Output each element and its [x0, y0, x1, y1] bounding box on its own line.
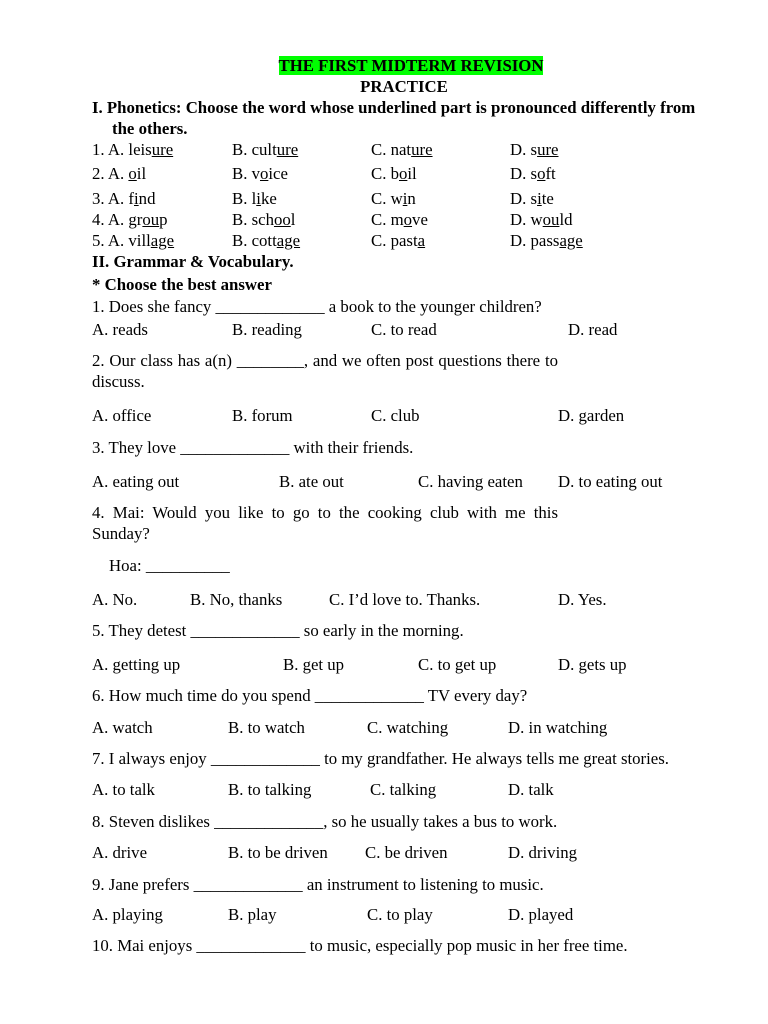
question-2 — [92, 350, 558, 392]
row-number: 1. — [92, 140, 105, 159]
question-text: Steven dislikes _____________, so he usually takes a bus to work. — [108, 812, 558, 831]
option-text: playing — [112, 905, 163, 924]
question-text: Mai: Would you like to go to the cooking club with me this Sunday? — [92, 503, 558, 543]
option-text: forum — [251, 406, 293, 425]
phonetics-option-d — [510, 209, 573, 230]
phonetics-option-b — [232, 188, 277, 209]
option-label: B. — [283, 655, 299, 674]
option-label: A. — [107, 164, 125, 183]
answer-option-a — [92, 589, 137, 610]
question-number: 7. — [92, 749, 105, 768]
word-start: s — [530, 164, 538, 183]
option-text: be driven — [384, 843, 448, 862]
answer-option-b — [232, 405, 293, 426]
answer-options-9 — [0, 904, 768, 925]
phonetics-option-c — [371, 163, 417, 184]
option-text: club — [390, 406, 420, 425]
option-label: B. — [228, 718, 244, 737]
question-number: 1. — [92, 297, 105, 316]
question-6 — [92, 685, 527, 706]
underlined-part: i — [402, 189, 408, 208]
word-start: cott — [251, 231, 277, 250]
option-text: garden — [578, 406, 625, 425]
phonetics-option-a — [92, 209, 168, 230]
option-label: A. — [107, 189, 125, 208]
option-label: D. — [508, 780, 525, 799]
answer-options-2 — [0, 405, 768, 426]
option-label: A. — [92, 472, 109, 491]
option-text: eating out — [112, 472, 180, 491]
option-text: reading — [251, 320, 302, 339]
phonetics-row-1 — [0, 139, 768, 160]
question-number: 6. — [92, 686, 105, 705]
word-start: vill — [128, 231, 151, 250]
answer-option-a — [92, 654, 180, 675]
word-start: b — [390, 164, 399, 183]
phonetics-option-a — [92, 163, 146, 184]
option-text: getting up — [112, 655, 181, 674]
answer-option-a — [92, 471, 179, 492]
option-label: C. — [371, 189, 387, 208]
option-label: A. — [92, 655, 109, 674]
phonetics-option-c — [371, 188, 416, 209]
option-text: watching — [386, 718, 449, 737]
phonetics-option-d — [510, 230, 583, 251]
underlined-part: o — [128, 164, 137, 183]
option-label: D. — [508, 843, 525, 862]
question-number: 10. — [92, 936, 113, 955]
option-label: B. — [232, 164, 248, 183]
word-end: il — [407, 164, 417, 183]
option-text: No. — [112, 590, 138, 609]
answer-option-c — [329, 589, 480, 610]
question-text: I always enjoy _____________ to my grandfather. He always tells me great stories. — [108, 749, 669, 768]
answer-option-b — [232, 319, 302, 340]
phonetics-row-4 — [0, 209, 768, 230]
question-text: They love _____________ with their friends. — [108, 438, 414, 457]
answer-option-d — [508, 779, 554, 800]
option-label: A. — [92, 320, 109, 339]
option-label: C. — [371, 406, 387, 425]
phonetics-option-d — [510, 163, 556, 184]
answer-option-c — [418, 471, 523, 492]
question-7 — [92, 748, 669, 769]
word-end: p — [159, 210, 168, 229]
answer-option-c — [367, 717, 448, 738]
answer-option-a — [92, 405, 151, 426]
phonetics-option-c — [371, 139, 433, 160]
answer-option-c — [365, 842, 448, 863]
option-label: C. — [367, 718, 383, 737]
phonetics-heading: I. Phonetics: Choose the word whose underlined part is pronounced differently from the others. — [92, 98, 696, 138]
word-end: l — [290, 210, 296, 229]
word-start: nat — [390, 140, 412, 159]
underlined-part: o — [398, 164, 408, 183]
option-label: D. — [558, 472, 575, 491]
option-label: A. — [92, 780, 109, 799]
question-number: 8. — [92, 812, 105, 831]
option-label: C. — [371, 231, 387, 250]
answer-option-d — [558, 405, 624, 426]
option-text: played — [528, 905, 574, 924]
question-3 — [92, 437, 413, 458]
option-text: ate out — [298, 472, 344, 491]
option-label: B. — [232, 320, 248, 339]
word-start: s — [530, 140, 538, 159]
word-start: w — [390, 189, 403, 208]
option-label: C. — [371, 164, 387, 183]
option-text: to read — [390, 320, 437, 339]
phonetics-option-b — [232, 209, 295, 230]
option-label: B. — [232, 406, 248, 425]
option-text: to be driven — [247, 843, 328, 862]
underlined-part: ou — [142, 210, 160, 229]
question-text: Jane prefers _____________ an instrument to listening to music. — [108, 875, 544, 894]
word-start: pass — [530, 231, 560, 250]
question-number: 2. — [92, 351, 105, 370]
word-start: cult — [251, 140, 277, 159]
question-number: 9. — [92, 875, 105, 894]
question-text: Does she fancy _____________ a book to the younger children? — [108, 297, 542, 316]
word-end: ice — [268, 164, 288, 183]
answer-option-b — [279, 471, 344, 492]
word-end: nd — [138, 189, 156, 208]
option-text: talking — [389, 780, 437, 799]
answer-option-b — [283, 654, 344, 675]
option-label: C. — [370, 780, 386, 799]
phonetics-option-c — [371, 230, 425, 251]
question-number: 4. — [92, 503, 105, 522]
question-1 — [92, 296, 542, 317]
underlined-part: age — [150, 231, 175, 250]
phonetics-option-d — [510, 188, 554, 209]
underlined-part: ure — [276, 140, 299, 159]
answer-option-c — [371, 319, 437, 340]
word-end: ft — [545, 164, 556, 183]
underlined-part: ure — [411, 140, 433, 159]
question-10 — [92, 935, 628, 956]
answer-option-a — [92, 904, 163, 925]
question-text: How much time do you spend _____________ TV every day? — [108, 686, 528, 705]
option-label: D. — [510, 210, 527, 229]
subtitle-line — [92, 76, 716, 97]
answer-option-d — [508, 904, 573, 925]
option-label: C. — [418, 472, 434, 491]
option-label: B. — [228, 905, 244, 924]
answer-option-b — [228, 779, 311, 800]
option-label: C. — [371, 140, 387, 159]
answer-option-c — [370, 779, 436, 800]
underlined-part: age — [559, 231, 583, 250]
answer-options-7 — [0, 779, 768, 800]
underlined-part: i — [256, 189, 261, 208]
answer-option-d — [508, 717, 607, 738]
option-label: A. — [107, 231, 125, 250]
question-9 — [92, 874, 544, 895]
answer-option-d — [568, 319, 617, 340]
question-5 — [92, 620, 464, 641]
option-label: D. — [558, 655, 575, 674]
option-text: read — [588, 320, 618, 339]
option-label: D. — [568, 320, 585, 339]
option-text: reads — [112, 320, 148, 339]
word-end: ke — [260, 189, 277, 208]
phonetics-option-b — [232, 230, 300, 251]
underlined-part: ou — [542, 210, 560, 229]
option-text: get up — [302, 655, 345, 674]
option-label: C. — [365, 843, 381, 862]
underlined-part: o — [403, 210, 413, 229]
answer-options-5 — [0, 654, 768, 675]
phonetics-option-b — [232, 163, 288, 184]
option-text: gets up — [578, 655, 627, 674]
word-start: past — [390, 231, 418, 250]
word-start: sch — [251, 210, 274, 229]
row-number: 5. — [92, 231, 105, 250]
underlined-part: ure — [537, 140, 559, 159]
phonetics-option-c — [371, 209, 428, 230]
answer-option-c — [367, 904, 433, 925]
option-label: A. — [107, 140, 125, 159]
option-text: talk — [528, 780, 554, 799]
option-text: to get up — [437, 655, 497, 674]
option-text: drive — [112, 843, 148, 862]
option-text: to watch — [247, 718, 305, 737]
answer-option-b — [228, 842, 328, 863]
answer-option-b — [228, 904, 277, 925]
word-start: l — [251, 189, 257, 208]
underlined-part: i — [134, 189, 139, 208]
title-line — [92, 55, 730, 76]
word-end: n — [407, 189, 416, 208]
answer-option-d — [558, 471, 662, 492]
option-label: A. — [92, 843, 109, 862]
row-number: 3. — [92, 189, 105, 208]
option-text: watch — [112, 718, 153, 737]
option-label: D. — [558, 590, 575, 609]
phonetics-row-5 — [0, 230, 768, 251]
option-label: D. — [510, 189, 527, 208]
answer-options-6 — [0, 717, 768, 738]
underlined-part: o — [259, 164, 269, 183]
option-label: C. — [371, 210, 387, 229]
answer-options-4 — [0, 589, 768, 610]
dialogue-reply: Hoa: __________ — [109, 556, 230, 575]
answer-option-a — [92, 319, 148, 340]
word-start: f — [128, 189, 134, 208]
question-8 — [92, 811, 557, 832]
option-label: B. — [232, 140, 248, 159]
option-label: B. — [279, 472, 295, 491]
underlined-part: a — [417, 231, 426, 250]
option-label: C. — [371, 320, 387, 339]
option-label: D. — [510, 164, 527, 183]
word-end: ve — [412, 210, 428, 229]
phonetics-row-3 — [0, 188, 768, 209]
word-start: leis — [128, 140, 152, 159]
option-label: C. — [418, 655, 434, 674]
question-text: Mai enjoys _____________ to music, especially pop music in her free time. — [117, 936, 628, 955]
grammar-instruction: * Choose the best answer — [92, 275, 272, 294]
underlined-part: age — [276, 231, 301, 250]
option-text: No, thanks — [209, 590, 283, 609]
underlined-part: o — [537, 164, 546, 183]
word-end: ld — [559, 210, 573, 229]
underlined-part: ure — [151, 140, 174, 159]
question-text: They detest _____________ so early in the morning. — [108, 621, 464, 640]
answer-options-1 — [0, 319, 768, 340]
option-label: D. — [558, 406, 575, 425]
option-label: B. — [232, 231, 248, 250]
row-number: 4. — [92, 210, 105, 229]
question-4 — [92, 502, 558, 544]
option-label: B. — [228, 780, 244, 799]
phonetics-row-2 — [0, 163, 768, 184]
row-number: 2. — [92, 164, 105, 183]
option-label: B. — [232, 189, 248, 208]
answer-option-b — [228, 717, 305, 738]
option-text: play — [247, 905, 277, 924]
option-label: A. — [92, 905, 109, 924]
option-text: to play — [386, 905, 433, 924]
answer-option-d — [508, 842, 577, 863]
answer-options-8 — [0, 842, 768, 863]
question-number: 3. — [92, 438, 105, 457]
grammar-heading: II. Grammar & Vocabulary. — [92, 252, 294, 271]
option-label: D. — [508, 718, 525, 737]
option-label: A. — [92, 590, 109, 609]
option-text: having eaten — [437, 472, 523, 491]
option-label: D. — [508, 905, 525, 924]
answer-option-c — [371, 405, 420, 426]
practice-heading: PRACTICE — [360, 77, 448, 96]
option-text: to talk — [112, 780, 155, 799]
option-label: A. — [107, 210, 125, 229]
word-start: w — [530, 210, 543, 229]
question-number: 5. — [92, 621, 105, 640]
option-text: to eating out — [578, 472, 663, 491]
phonetics-option-a — [92, 139, 173, 160]
question-text: Our class has a(n) ________, and we often post questions there to discuss. — [92, 351, 558, 391]
option-label: B. — [232, 210, 248, 229]
underlined-part: i — [537, 189, 542, 208]
phonetics-option-b — [232, 139, 298, 160]
phonetics-option-a — [92, 230, 174, 251]
option-label: D. — [510, 140, 527, 159]
option-text: Yes. — [577, 590, 607, 609]
answer-option-c — [418, 654, 496, 675]
option-label: A. — [92, 406, 109, 425]
word-start: v — [251, 164, 260, 183]
option-label: B. — [228, 843, 244, 862]
word-start: gr — [128, 210, 143, 229]
option-label: D. — [510, 231, 527, 250]
answer-option-b — [190, 589, 282, 610]
answer-option-a — [92, 779, 155, 800]
answer-options-3 — [0, 471, 768, 492]
phonetics-option-d — [510, 139, 559, 160]
option-label: C. — [329, 590, 345, 609]
word-end: il — [136, 164, 147, 183]
page-title: THE FIRST MIDTERM REVISION — [278, 56, 544, 75]
option-text: in watching — [528, 718, 608, 737]
option-text: office — [112, 406, 152, 425]
answer-option-a — [92, 717, 153, 738]
underlined-part: oo — [273, 210, 291, 229]
option-label: B. — [190, 590, 206, 609]
option-label: A. — [92, 718, 109, 737]
phonetics-option-a — [92, 188, 155, 209]
answer-option-d — [558, 654, 627, 675]
word-start: s — [530, 189, 538, 208]
word-end: te — [541, 189, 554, 208]
option-text: driving — [528, 843, 578, 862]
option-text: I’d love to. Thanks. — [348, 590, 481, 609]
option-text: to talking — [247, 780, 312, 799]
option-label: C. — [367, 905, 383, 924]
word-start: m — [390, 210, 404, 229]
answer-option-d — [558, 589, 607, 610]
answer-option-a — [92, 842, 147, 863]
